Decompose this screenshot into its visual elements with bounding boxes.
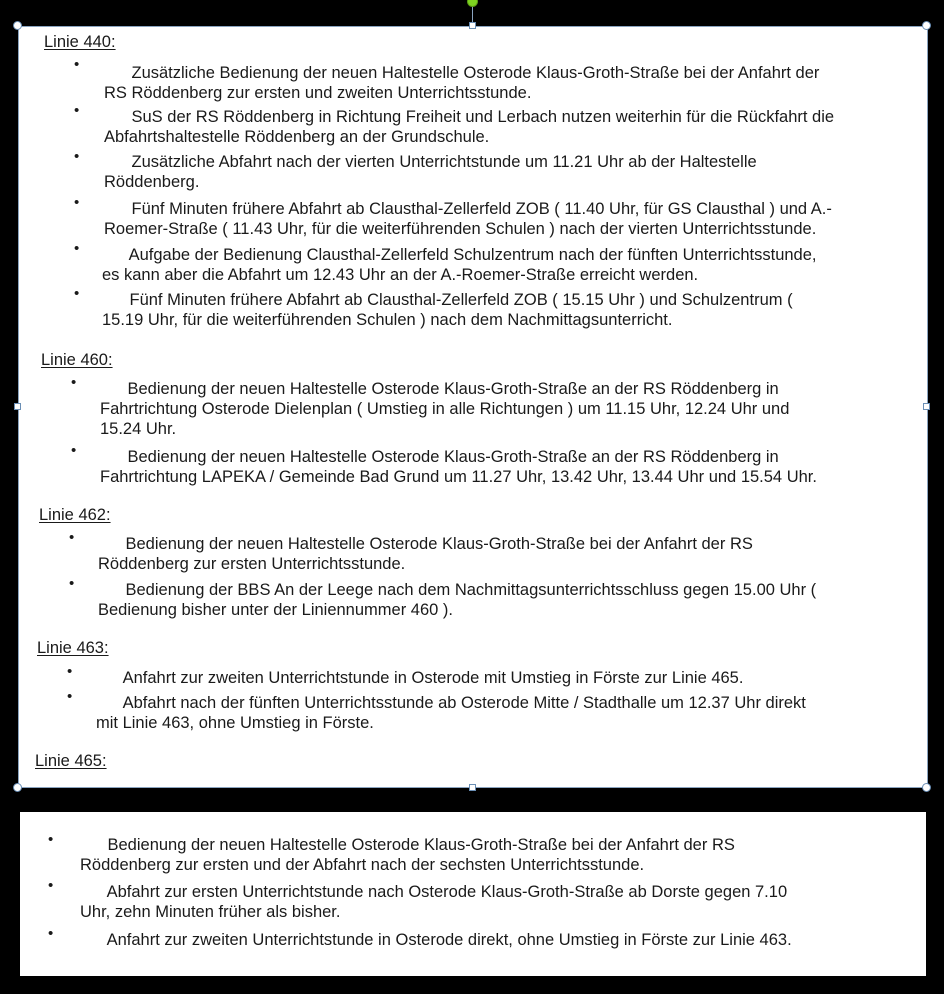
text-box-top[interactable] — [18, 26, 928, 788]
rotation-handle-stem — [472, 4, 473, 24]
bullet: • — [48, 831, 54, 848]
resize-handle-bottom-right[interactable] — [922, 783, 931, 792]
bullet: • — [48, 877, 54, 894]
bullet: • — [74, 194, 80, 211]
list-item: Aufgabe der Bedienung Clausthal-Zellerfeld Schulzentrum nach der fünften Unterrichtsstunde, es kann aber die Abfahrt um 12.43 Uhr an der A.-Roemer-Straße erreicht werden. — [102, 246, 817, 284]
bullet: • — [48, 925, 54, 942]
list-item: SuS der RS Röddenberg in Richtung Freiheit und Lerbach nutzen weiterhin für die Rückfahrt die Abfahrtshaltestelle Röddenberg an der Grundschule. — [104, 108, 835, 146]
resize-handle-top[interactable] — [469, 22, 476, 29]
heading-linie-440: Linie 440: — [44, 33, 116, 51]
bullet: • — [67, 688, 73, 705]
list-item: Bedienung der BBS An der Leege nach dem Nachmittagsunterrichtsschluss gegen 15.00 Uhr ( Bedienung bisher unter der Liniennummer 460 ). — [98, 581, 817, 619]
bullet: • — [71, 374, 77, 391]
resize-handle-bottom-left[interactable] — [13, 783, 22, 792]
bullet: • — [74, 148, 80, 165]
resize-handle-left[interactable] — [14, 403, 21, 410]
bullet: • — [74, 102, 80, 119]
list-item: Fünf Minuten frühere Abfahrt ab Clausthal-Zellerfeld ZOB ( 15.15 Uhr ) und Schulzentrum ( 15.19 Uhr, für die weiterführenden Schulen ) nach dem Nachmittagsunterricht. — [102, 291, 793, 329]
heading-linie-465: Linie 465: — [35, 752, 107, 770]
list-item: Bedienung der neuen Haltestelle Osterode Klaus-Groth-Straße bei der Anfahrt der RS Röddenberg zur ersten und der Abfahrt nach der sechsten Unterrichtsstunde. — [80, 836, 735, 874]
bullet: • — [74, 285, 80, 302]
resize-handle-top-right[interactable] — [922, 21, 931, 30]
bullet: • — [74, 56, 80, 73]
bullet: • — [67, 663, 73, 680]
list-item: Anfahrt zur zweiten Unterrichtstunde in Osterode direkt, ohne Umstieg in Förste zur Linie 463. — [80, 931, 792, 949]
list-item: Anfahrt zur zweiten Unterrichtstunde in Osterode mit Umstieg in Förste zur Linie 465. — [96, 669, 744, 687]
bullet: • — [74, 240, 80, 257]
heading-linie-460: Linie 460: — [41, 351, 113, 369]
rotation-handle[interactable] — [467, 0, 478, 7]
resize-handle-bottom[interactable] — [469, 784, 476, 791]
heading-linie-462: Linie 462: — [39, 506, 111, 524]
text-box-bottom[interactable] — [20, 812, 926, 976]
list-item: Fünf Minuten frühere Abfahrt ab Clausthal-Zellerfeld ZOB ( 11.40 Uhr, für GS Clausthal ) und A.- Roemer-Straße ( 11.43 Uhr, für die weiterführenden Schulen ) nach der vierten Unterrichtsstunde. — [104, 200, 832, 238]
list-item: Bedienung der neuen Haltestelle Osterode Klaus-Groth-Straße an der RS Röddenberg in Fahrtrichtung LAPEKA / Gemeinde Bad Grund um 11.27 Uhr, 13.42 Uhr, 13.44 Uhr und 15.54 Uhr. — [100, 448, 817, 486]
bullet: • — [69, 575, 75, 592]
list-item: Abfahrt zur ersten Unterrichtstunde nach Osterode Klaus-Groth-Straße ab Dorste gegen 7.10 Uhr, zehn Minuten früher als bisher. — [80, 883, 788, 921]
list-item: Zusätzliche Bedienung der neuen Haltestelle Osterode Klaus-Groth-Straße bei der Anfahrt der RS Röddenberg zur ersten und zweiten Unterrichtsstunde. — [104, 64, 820, 102]
heading-linie-463: Linie 463: — [37, 639, 109, 657]
resize-handle-right[interactable] — [923, 403, 930, 410]
bullet: • — [71, 442, 77, 459]
list-item: Zusätzliche Abfahrt nach der vierten Unterrichtstunde um 11.21 Uhr ab der Haltestelle Röddenberg. — [104, 153, 757, 191]
resize-handle-top-left[interactable] — [13, 21, 22, 30]
list-item: Bedienung der neuen Haltestelle Osterode Klaus-Groth-Straße an der RS Röddenberg in Fahrtrichtung Osterode Dielenplan ( Umstieg in alle Richtungen ) um 11.15 Uhr, 12.24 Uhr und 15.24 Uhr. — [100, 380, 790, 438]
list-item: Bedienung der neuen Haltestelle Osterode Klaus-Groth-Straße bei der Anfahrt der RS Röddenberg zur ersten Unterrichtsstunde. — [98, 535, 753, 573]
list-item: Abfahrt nach der fünften Unterrichtsstunde ab Osterode Mitte / Stadthalle um 12.37 Uhr direkt mit Linie 463, ohne Umstieg in Förste. — [96, 694, 806, 732]
bullet: • — [69, 529, 75, 546]
